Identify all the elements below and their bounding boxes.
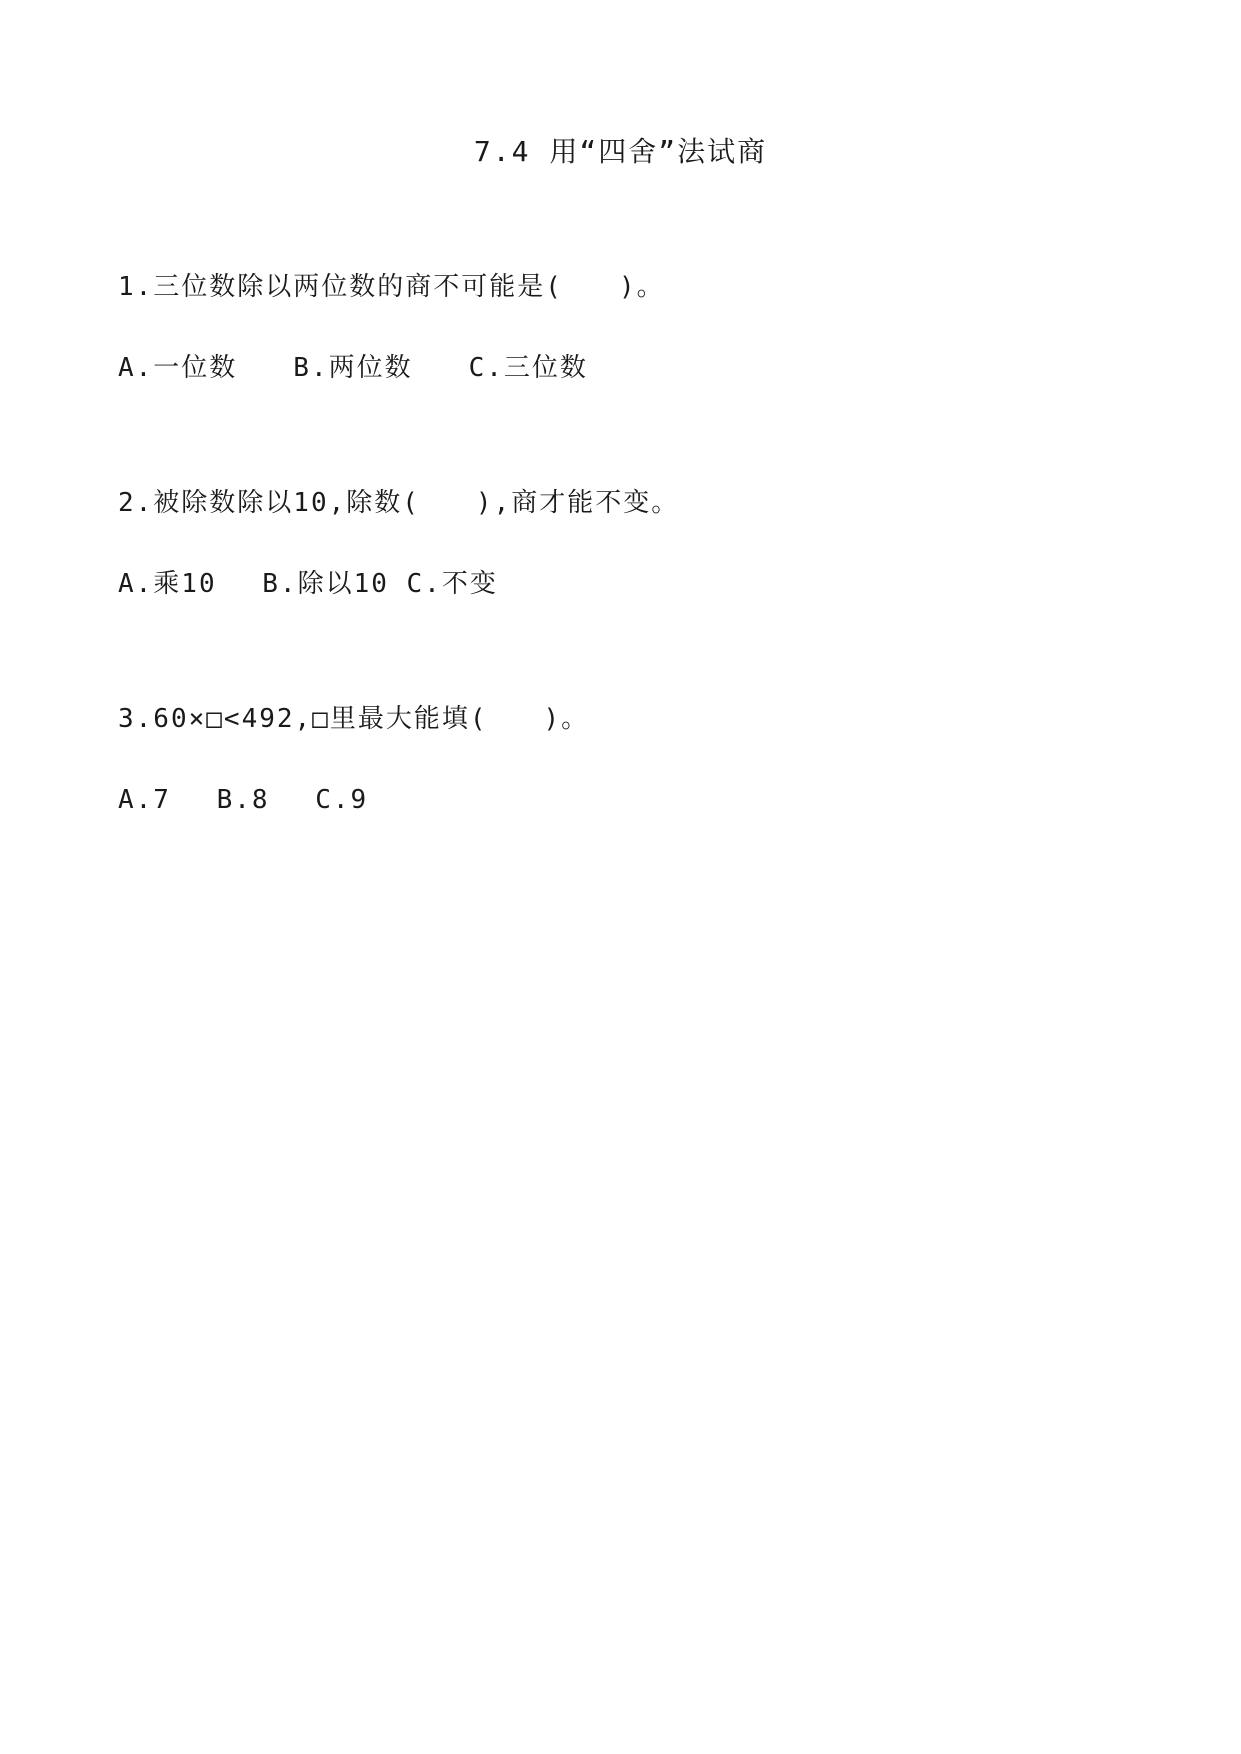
question-1-options: A.一位数 B.两位数 C.三位数 (118, 353, 588, 383)
question-2-options: A.乘10 B.除以10 C.不变 (118, 569, 498, 599)
page-title: 7.4 用“四舍”法试商 (473, 135, 768, 168)
question-2-stem: 2.被除数除以10,除数( ),商才能不变。 (118, 488, 680, 518)
question-3-stem: 3.60×□<492,□里最大能填( )。 (118, 704, 590, 734)
question-3-options: A.7 B.8 C.9 (118, 785, 369, 815)
question-1-stem: 1.三位数除以两位数的商不可能是( )。 (118, 272, 665, 302)
